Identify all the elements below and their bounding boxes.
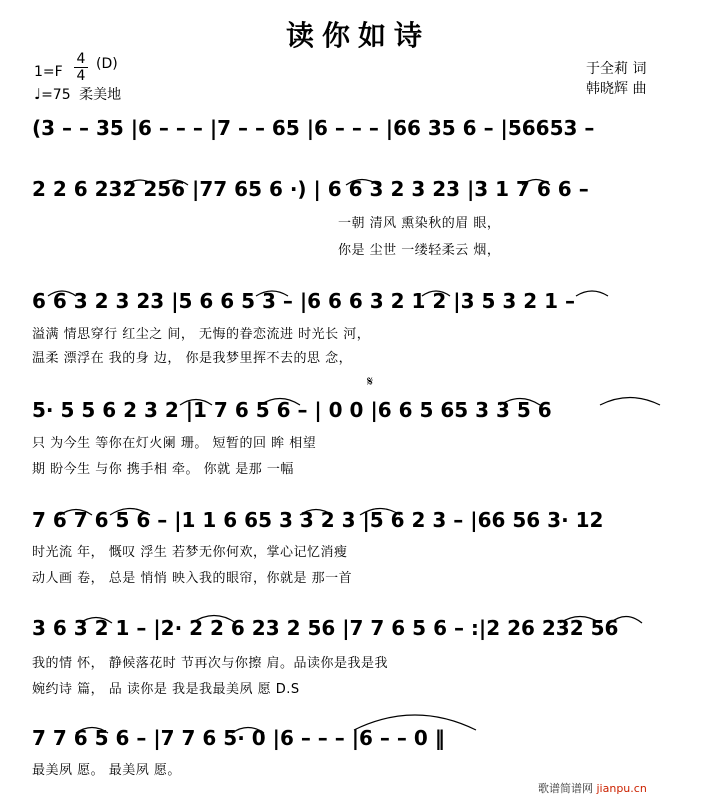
slur	[260, 399, 300, 406]
lyric-row-6-verse-1: 我的情 怀， 静候落花时 节再次与你擦 肩。品读你是我是我	[32, 656, 389, 671]
notation-row-4: 5· 5 5 6 2 3 2 |1 7 6 5 6 – | 0 0 |6 6 5 65 3 3 5 6	[32, 398, 552, 422]
quarter-note-icon: ♩	[34, 85, 42, 103]
song-title: 读你如诗	[285, 19, 430, 52]
notation-row-5: 7 6 7 6 5 6 – |1 1 6 65 3 3 2 3 |5 6 2 3 – |66 56 3· 12	[32, 508, 604, 532]
slur	[300, 510, 332, 516]
lyric-row-2-verse-2: 你是 尘世 一缕轻柔云 烟，	[338, 243, 501, 258]
watermark-site: jianpu.cn	[596, 782, 647, 795]
lyric-row-7-verse-1: 最美夙 愿。 最美夙 愿。	[32, 763, 181, 778]
lyric-row-6-verse-2: 婉约诗 篇， 品 读你是 我是我最美夙 愿 D.S	[32, 682, 300, 697]
slur	[192, 616, 236, 624]
slur	[576, 291, 608, 296]
lyric-row-4-verse-2: 期 盼今生 与你 携手相 牵。 你就 是那 一幅	[32, 462, 294, 477]
notation-row-7: 7 7 6 5 6 – |7 7 6 5· 0 |6 – – – |6 – – 0 ‖	[32, 726, 445, 750]
time-denominator: 4	[76, 68, 86, 84]
notation-row-1: (3 – – 35 |6 – – – |7 – – 65 |6 – – – |66 35 6 – |56653 –	[32, 116, 595, 140]
slur	[610, 617, 642, 624]
key-mode: (D)	[96, 56, 118, 72]
notation-row-2: 2 2 6 232 256 |77 65 6 ·) | 6 6 3 2 3 23 |3 1 7 6 6 –	[32, 177, 589, 201]
slur	[422, 291, 450, 296]
slur	[232, 728, 264, 734]
tempo-expression: 柔美地	[79, 87, 122, 103]
slur	[160, 180, 188, 185]
segno-sign: 𝄋	[367, 374, 374, 390]
watermark-text: 歌谱简谱网	[538, 782, 593, 795]
slur	[346, 180, 378, 186]
slur	[522, 180, 550, 186]
watermark	[538, 780, 647, 796]
slur	[48, 291, 76, 296]
slur	[60, 510, 92, 516]
notation-row-6: 3 6 3 2 1 – |2· 2 2 6 23 2 56 |7 7 6 5 6 – :|2 26 232 56	[32, 616, 619, 640]
lyric-row-5-verse-1: 时光流 年， 慨叹 浮生 若梦无你何欢，掌心记忆消瘦	[32, 545, 348, 560]
lyric-row-3-verse-1: 溢满 情思穿行 红尘之 间， 无悔的眷恋流进 时光长 河，	[32, 327, 371, 342]
slur	[256, 291, 288, 296]
time-numerator: 4	[76, 51, 86, 67]
slur	[126, 180, 154, 185]
key-prefix: 1=F	[34, 64, 63, 80]
slur	[80, 618, 112, 624]
lyric-row-3-verse-2: 温柔 漂浮在 我的身 边， 你是我梦里挥不去的思 念，	[32, 351, 353, 366]
slur	[110, 509, 150, 516]
slur	[560, 617, 600, 624]
lyric-row-5-verse-2: 动人画 卷， 总是 悄悄 映入我的眼帘，你就是 那一首	[32, 571, 353, 586]
lyricist-credit: 于全莉 词	[586, 61, 647, 77]
lyric-row-2-verse-1: 一朝 清风 熏染秋的眉 眼，	[338, 216, 501, 231]
slur	[360, 509, 400, 516]
notation-row-3: 6 6 3 2 3 23 |5 6 6 5 3 – |6 6 6 3 2 1 2 |3 5 3 2 1 –	[32, 289, 576, 313]
slur	[76, 728, 108, 734]
composer-credit: 韩晓辉 曲	[586, 81, 647, 97]
slur	[600, 398, 660, 406]
tempo-bpm: =75	[41, 87, 71, 103]
slur	[354, 715, 476, 730]
lyric-row-4-verse-1: 只 为今生 等你在灯火阑 珊。 短暂的回 眸 相望	[32, 436, 317, 451]
slur	[180, 400, 212, 406]
slur	[500, 399, 540, 406]
